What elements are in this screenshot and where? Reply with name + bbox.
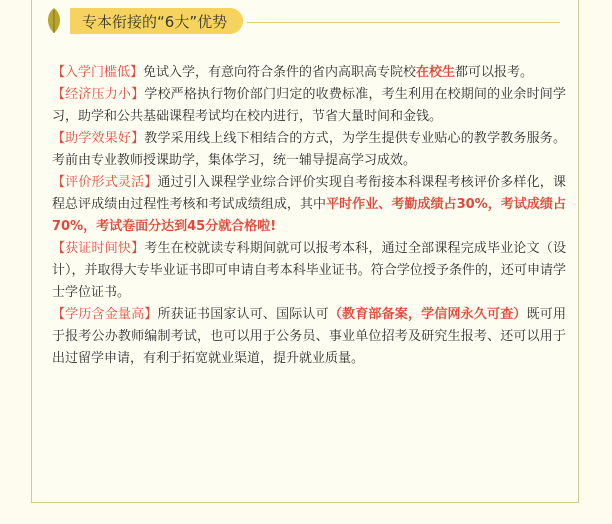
header-divider bbox=[247, 22, 560, 23]
advantage-text: 免试入学，有意向符合条件的省内高职高专院校 bbox=[143, 65, 417, 80]
advantage-item-certificate bbox=[52, 238, 566, 304]
advantage-tag: 【经济压力小】 bbox=[52, 87, 145, 102]
advantage-highlight: 平时作业、考勤成绩占30%，考试成绩占70%，考试卷面分达到45分就合格啦! bbox=[52, 197, 566, 234]
advantages-list bbox=[52, 62, 566, 370]
advantage-tag: 【评价形式灵活】 bbox=[52, 175, 158, 190]
section-title: 专本衔接的“6大”优势 bbox=[70, 8, 243, 34]
advantage-text: 所获证书国家认可、国际认可 bbox=[157, 307, 329, 322]
advantage-tag: 【获证时间快】 bbox=[52, 241, 145, 256]
advantage-text: 学校严格执行物价部门归定的收费标准，考生利用在校期间的业余时间学习，助学和公共基础课程考试均在校内进行，节省大量时间和金钱。 bbox=[52, 87, 566, 124]
advantage-text: 考生在校就读专科期间就可以报考本科，通过全部课程完成毕业论文（设计），并取得大专毕业证书即可申请自考本科毕业证书。符合学位授予条件的，还可申请学士学位证书。 bbox=[52, 241, 566, 300]
advantage-item-evaluation bbox=[52, 172, 566, 238]
section-header bbox=[44, 6, 243, 36]
advantage-text: 教学采用线上线下相结合的方式，为学生提供专业贴心的教学教务服务。考前由专业教师授课助学，集体学习，统一辅导提高学习成效。 bbox=[52, 131, 566, 168]
advantage-tag: 【助学效果好】 bbox=[52, 131, 145, 146]
advantage-text: 既可用于报考公办教师编制考试，也可以用于公务员、事业单位招考及研究生报考、还可以用于出过留学申请，有利于拓宽就业渠道，提升就业质量。 bbox=[52, 307, 566, 366]
advantage-tag: 【入学门槛低】 bbox=[52, 65, 144, 80]
advantage-tag: 【学历含金量高】 bbox=[52, 307, 158, 322]
advantage-item-value bbox=[52, 304, 566, 370]
advantage-highlight: 在校生 bbox=[416, 65, 456, 80]
advantage-text: 都可以报考。 bbox=[455, 65, 534, 80]
leaf-icon bbox=[44, 6, 64, 36]
advantage-item-cost bbox=[52, 84, 566, 128]
advantage-item-teaching bbox=[52, 128, 566, 172]
advantage-item-entry bbox=[52, 62, 566, 84]
advantage-highlight: （教育部备案，学信网永久可查） bbox=[328, 307, 527, 322]
advantage-text: 通过引入课程学业综合评价实现自考衔接本科课程考核评价多样化，课程总评成绩由过程性考核和考试成绩组成，其中 bbox=[52, 175, 566, 212]
